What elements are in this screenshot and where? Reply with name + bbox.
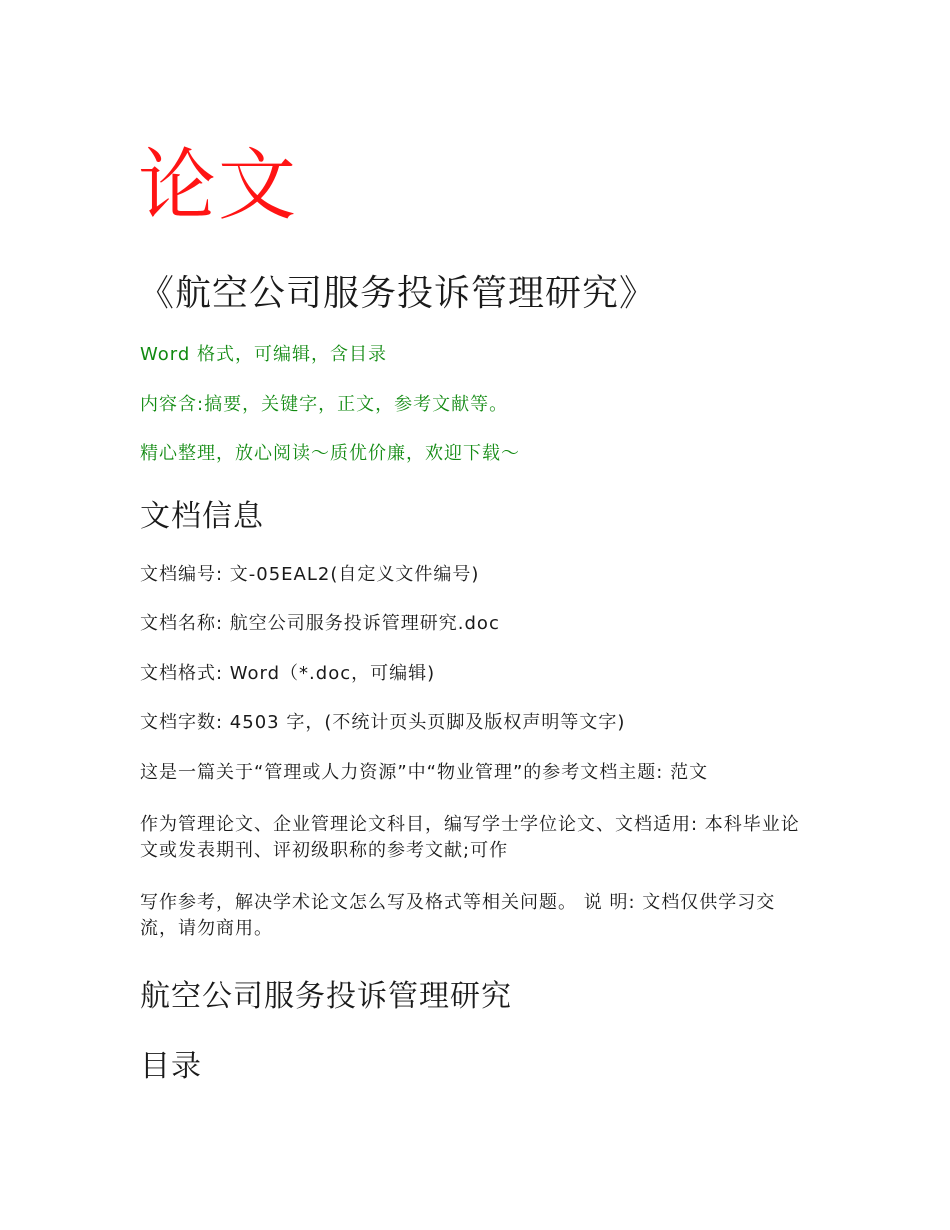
paper-label: 论文 xyxy=(138,141,299,231)
toc-heading: 目录 xyxy=(140,1049,202,1084)
doc-description-3: 写作参考，解决学术论文怎么写及格式等相关问题。 说 明: 文档仅供学习交流，请勿商用。 xyxy=(140,892,776,939)
doc-number: 文档编号: 文-05EAL2(自定义文件编号) xyxy=(140,564,480,585)
doc-info-heading: 文档信息 xyxy=(140,499,264,534)
doc-description-2: 作为管理论文、企业管理论文科目，编写学士学位论文、文档适用: 本科毕业论文或发表期刊、评初级职称的参考文献;可作 xyxy=(140,814,800,861)
body-title: 航空公司服务投诉管理研究 xyxy=(140,979,512,1014)
promo-line-contents: 内容含:搞要，关键字，正文，参考文献等。 xyxy=(140,394,509,415)
document-title: 《航空公司服务投诉管理研究》 xyxy=(138,273,657,314)
promo-line-format: Word 格式，可编辑，含目录 xyxy=(140,344,387,365)
promo-line-download: 精心整理，放心阅读～质优价廉，欢迎下载～ xyxy=(140,443,520,464)
doc-description-1: 这是一篇关于“管理或人力资源”中“物业管理”的参考文档主题: 范文 xyxy=(140,762,709,783)
doc-name: 文档名称: 航空公司服务投诉管理研究.doc xyxy=(140,613,500,634)
doc-format: 文档格式: Word（*.doc，可编辑) xyxy=(140,663,436,684)
doc-word-count: 文档字数: 4503 字，(不统计页头页脚及版权声明等文字) xyxy=(140,712,626,733)
